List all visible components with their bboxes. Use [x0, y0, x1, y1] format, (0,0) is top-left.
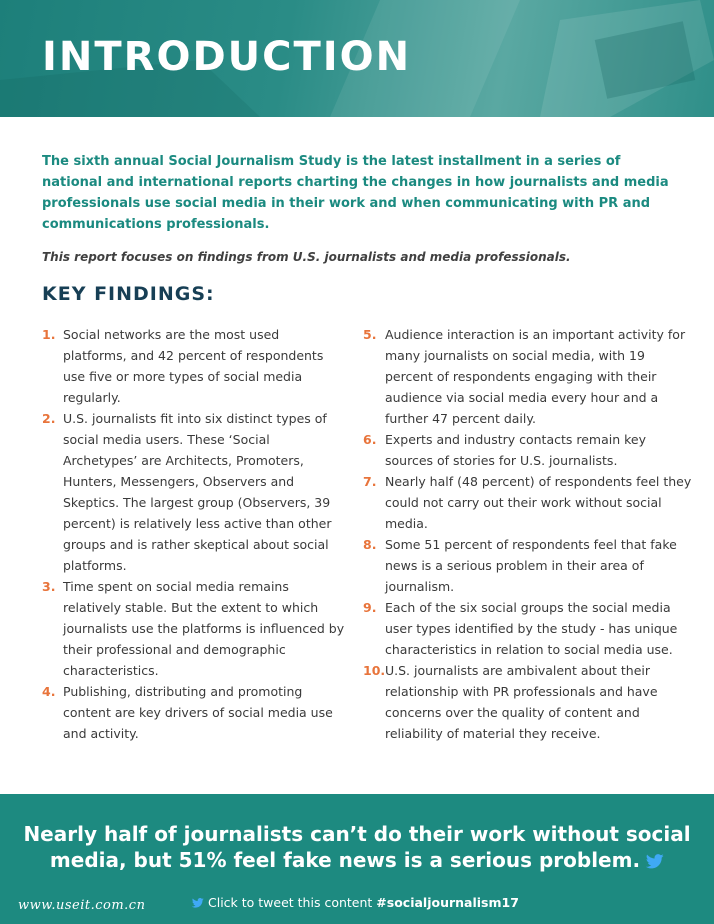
key-findings-heading: KEY FINDINGS:	[42, 283, 215, 305]
finding-number: 7.	[363, 474, 377, 489]
finding-text: Each of the six social groups the social media user types identified by the study - has unique characteristics in relation to social media use.	[385, 600, 678, 657]
finding-item	[363, 534, 695, 597]
finding-text: Some 51 percent of respondents feel that fake news is a serious problem in their area of journalism.	[385, 537, 677, 594]
finding-item	[42, 681, 345, 744]
finding-item	[363, 597, 695, 660]
tweet-prefix: Click to tweet this content	[208, 895, 373, 910]
finding-number: 8.	[363, 537, 377, 552]
finding-number: 10.	[363, 663, 386, 678]
finding-text: Publishing, distributing and promoting content are key drivers of social media use and activity.	[63, 684, 333, 741]
finding-number: 6.	[363, 432, 377, 447]
finding-text: Social networks are the most used platforms, and 42 percent of respondents use five or more types of social media regularly.	[63, 327, 324, 405]
finding-item	[363, 660, 695, 744]
finding-item	[363, 324, 695, 429]
finding-item	[42, 576, 345, 681]
intro-note: This report focuses on findings from U.S. journalists and media professionals.	[42, 250, 571, 264]
finding-text: Time spent on social media remains relatively stable. But the extent to which journalists use the platforms is influenced by their professional and demographic characteristics.	[63, 579, 345, 678]
finding-number: 2.	[42, 411, 56, 426]
findings-list-left	[42, 324, 345, 744]
finding-item	[42, 408, 345, 576]
twitter-bird-icon[interactable]	[646, 854, 664, 869]
header-banner	[0, 0, 714, 117]
watermark: www.useit.com.cn	[18, 898, 146, 913]
finding-number: 1.	[42, 327, 56, 342]
click-to-tweet-link[interactable]	[192, 895, 519, 910]
finding-text: Audience interaction is an important activity for many journalists on social media, with 19 percent of respondents engaging with their audience via social media every hour and a further 47 percent daily.	[385, 327, 686, 426]
finding-item	[363, 429, 695, 471]
finding-item	[42, 324, 345, 408]
finding-number: 4.	[42, 684, 56, 699]
hashtag: #socialjournalism17	[376, 895, 519, 910]
finding-number: 3.	[42, 579, 56, 594]
tweetable-quote[interactable]	[20, 821, 694, 873]
finding-number: 9.	[363, 600, 377, 615]
finding-item	[363, 471, 695, 534]
finding-text: Experts and industry contacts remain key sources of stories for U.S. journalists.	[385, 432, 647, 468]
quote-text: Nearly half of journalists can’t do their work without social media, but 51% feel fake news is a serious problem.	[23, 822, 691, 872]
page-title: INTRODUCTION	[42, 34, 412, 80]
finding-text: U.S. journalists fit into six distinct types of social media users. These ‘Social Archetypes’ are Architects, Promoters, Hunters, Messengers, Observers and Skeptics. The largest group (Observers, 39 percent) is relatively less active than other groups and is rather skeptical about social platforms.	[63, 411, 332, 573]
findings-list-right	[363, 324, 695, 744]
finding-text: Nearly half (48 percent) of respondents feel they could not carry out their work without social media.	[385, 474, 692, 531]
finding-number: 5.	[363, 327, 377, 342]
finding-text: U.S. journalists are ambivalent about their relationship with PR professionals and have concerns over the quality of content and reliability of material they receive.	[385, 663, 658, 741]
intro-paragraph: The sixth annual Social Journalism Study is the latest installment in a series of national and international reports charting the changes in how journalists and media professionals use social media in their work and when communicating with PR and communications professionals.	[42, 154, 669, 232]
twitter-bird-icon	[192, 898, 204, 908]
